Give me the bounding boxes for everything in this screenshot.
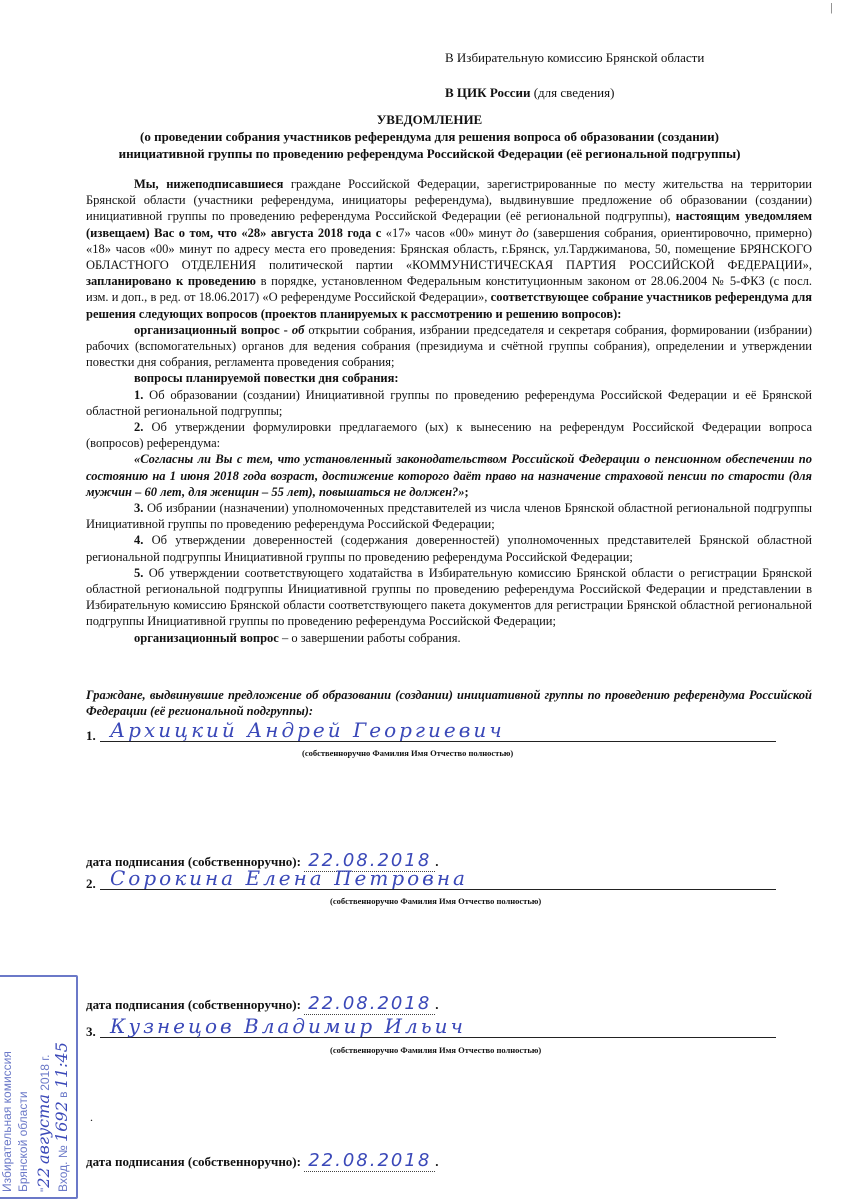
paragraph-org-question (86, 322, 812, 371)
signer-2-name: Сорокина Елена Петровна (110, 866, 468, 890)
signer-1-date-label: дата подписания (собственноручно): (86, 854, 301, 869)
agenda-item-1 (86, 387, 812, 419)
intro-text-3: (завершения собрания, ориентировочно, примерно) «18» часов «00» минут по адресу места его проведения: Брянская область, г.Брянск, ул.Тарджиманова, 50, помещение БРЯНСКОГО ОБЛАСТНОГО ОТДЕЛЕНИЯ политической партии «КОММУНИСТИЧЕСКАЯ ПАРТИЯ РОССИЙСКОЙ ФЕДЕРАЦИИ», (86, 225, 812, 273)
stamp-year: 2018 (38, 1064, 52, 1091)
agenda-text-2: Об утверждении формулировки предлагаемого (ых) к вынесению на референдум Российской Федерации вопроса (вопросов) референдума: (86, 420, 812, 451)
signer-2-date-label: дата подписания (собственноручно): (86, 997, 301, 1012)
signer-2-number: 2. (86, 876, 96, 891)
signer-1-date-row: дата подписания (собственноручно): 22.08.2018 . (86, 850, 439, 871)
document-title: УВЕДОМЛЕНИЕ (376, 112, 483, 127)
stamp-date-row (34, 1055, 53, 1193)
paragraph-intro (86, 176, 812, 322)
closing-question-bold: организационный вопрос (134, 630, 279, 645)
document-subtitle-2: инициативной группы по проведению референдума Российской Федерации (её региональной подгруппы) (118, 146, 741, 161)
addressee-commission: В Избирательную комиссию Брянской области (445, 50, 705, 65)
signer-2-caption: (собственноручно Фамилия Имя Отчество полностью) (330, 896, 542, 906)
addressee-line-1 (445, 50, 704, 66)
agenda-num-2: 2. (134, 420, 144, 435)
dot-mark: . (90, 1110, 93, 1124)
paragraph-agenda-heading (86, 370, 812, 386)
addressee-cik: В ЦИК России (445, 85, 531, 100)
org-question-bold: организационный вопрос - (134, 322, 292, 337)
registration-stamp (0, 975, 78, 1199)
signer-1-number: 1. (86, 728, 96, 743)
notice-body (86, 176, 812, 646)
agenda-text-3: Об избрании (назначении) уполномоченных представителей из числа членов Брянской областной региональной подгруппы Инициативной группы по проведению референдума Российской Федерации; (86, 501, 812, 532)
agenda-num-4: 4. (134, 533, 144, 548)
signer-2-date: 22.08.2018 (304, 993, 435, 1015)
referendum-question-text: «Согласны ли Вы с тем, что установленный законодательством Российской Федерации о пенсионном обеспечении по состоянию на 1 июня 2018 года возраст, достижение которого даёт право на назначение страховой пенсии по старости (для мужчин – 60 лет, для женщин – 55 лет), повышаться не должен?» (86, 452, 812, 499)
page-mark: | (830, 2, 833, 14)
signer-3-date-row: дата подписания (собственноручно): 22.08.2018 . (86, 1150, 439, 1171)
agenda-heading: вопросы планируемой повестки дня собрания: (134, 371, 399, 386)
intro-bold-4: соответствующее собрание участников референдума для решения следующих вопросов (проектов планируемых к рассмотрению и решению вопросов): (86, 290, 812, 321)
signer-1-row (86, 718, 776, 746)
signer-3-name: Кузнецов Владимир Ильич (110, 1014, 466, 1038)
referendum-question-end: ; (464, 484, 469, 499)
closing-question-text: – о завершении работы собрания. (278, 630, 461, 645)
signer-3-caption: (собственноручно Фамилия Имя Отчество полностью) (330, 1045, 542, 1055)
signer-3-date: 22.08.2018 (304, 1150, 435, 1172)
agenda-text-4: Об утверждении доверенностей (содержания доверенностей) уполномоченных представителей Брянской областной региональной подгруппы Инициативной группы по проведению референдума Российской Федерации; (86, 533, 812, 564)
intro-italic: до (516, 225, 529, 240)
intro-bold-1: Мы, нижеподписавшиеся (134, 177, 284, 191)
stamp-quote: " (38, 1187, 52, 1192)
signer-1-name: Архицкий Андрей Георгиевич (110, 718, 505, 742)
org-question-italic: об (291, 322, 305, 337)
stamp-day: 22 (34, 1167, 53, 1188)
addressee-note: (для сведения) (530, 85, 615, 100)
stamp-month: августа (34, 1094, 53, 1165)
intro-text-1: граждане Российской Федерации, зарегистрированные по месту жительства на территории Брянской области (участники референдума, инициаторы референдума), выдвинувшие предложение об образовании (создании) инициативной группы по проведению референдума Российской Федерации (её региональной подгруппы), (86, 177, 812, 224)
stamp-year-suffix: г. (38, 1054, 52, 1061)
signer-2-date-row: дата подписания (собственноручно): 22.08.2018 . (86, 993, 439, 1014)
signer-3-row (86, 1014, 776, 1042)
signer-1-date: 22.08.2018 (304, 850, 435, 872)
agenda-item-4 (86, 532, 812, 564)
intro-bold-3: запланировано к проведению (86, 274, 256, 289)
agenda-num-5: 5. (134, 565, 144, 580)
document-subtitle-1: (о проведении собрания участников референдума для решения вопроса об образовании (создании) (140, 129, 719, 144)
agenda-item-5 (86, 565, 812, 630)
stamp-in-label: Вход. № (56, 1145, 70, 1192)
paragraph-closing-question (86, 630, 812, 646)
stamp-number-row (52, 1042, 71, 1192)
stamp-time: 11:45 (52, 1042, 71, 1089)
signer-3-date-label: дата подписания (собственноручно): (86, 1154, 301, 1169)
addressee-line-2 (445, 85, 614, 101)
intro-text-2: «17» часов «00» минут (381, 225, 517, 240)
intro-bold-2: настоящим уведомляем (извещаем) Вас о том, что «28» августа 2018 года с (86, 209, 813, 240)
stamp-line-2: Брянской области (16, 1091, 30, 1192)
citizens-heading: Граждане, выдвинувшие предложение об образовании (создании) инициативной группы по проведению референдума Российской Федерации (её региональной подгруппы): (86, 688, 812, 718)
stamp-time-prefix: в (56, 1091, 70, 1098)
intro-text-4: в порядке, установленном Федеральным конституционным законом от 28.06.2004 № 5-ФКЗ (с посл. изм. и доп., в ред. от 18.06.2017) «О референдуме Российской Федерации», (86, 274, 812, 305)
agenda-text-5: Об утверждении соответствующего ходатайства в Избирательную комиссию Брянской области о регистрации Брянской областной региональной подгруппы Инициативной группы по проведению референдума Российской Федерации и представлении в Избирательную комиссию Брянской области соответствующего пакета документов для регистрации Брянской областной региональной подгруппы Инициативной группы по проведению референдума Российской Федерации; (86, 565, 812, 629)
agenda-text-1: Об образовании (создании) Инициативной группы по проведению референдума Российской Федерации и её Брянской областной региональной подгруппы; (86, 387, 812, 418)
stamp-line-1: Избирательная комиссия (0, 1051, 14, 1192)
stamp-in-number: 1692 (52, 1101, 71, 1142)
agenda-num-3: 3. (134, 501, 144, 516)
signer-3-number: 3. (86, 1024, 96, 1039)
agenda-num-1: 1. (134, 387, 144, 402)
org-question-text: открытии собрания, избрании председателя и секретаря собрания, формировании (избрании) рабочих (вспомогательных) органов для ведения собрания (президиума и счётной группы собрания), определении и утверждении повестки дня собрания, регламента проведения собрания; (86, 322, 813, 370)
agenda-item-3 (86, 500, 812, 532)
referendum-question (86, 451, 812, 500)
signer-1-caption: (собственноручно Фамилия Имя Отчество полностью) (302, 748, 514, 758)
agenda-item-2 (86, 419, 812, 451)
signer-2-row (86, 866, 776, 894)
